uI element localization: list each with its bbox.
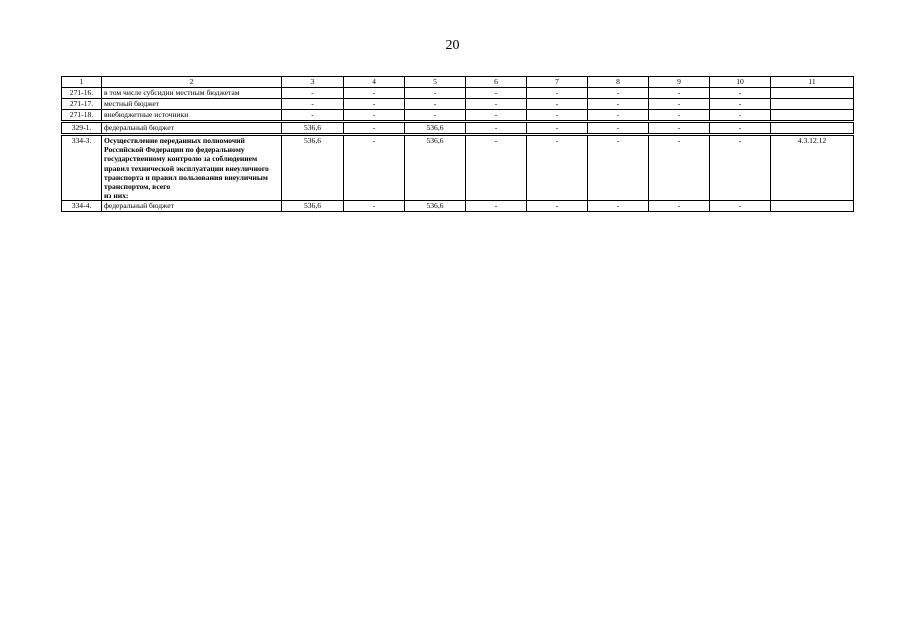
row-label-text: Осуществление переданных полномочий Российской Федерации по федеральному государственному контролю за соблюдением правил технической эксплуатации внеуличного транспорта и правил пользования внеуличным транспортом, всего <box>104 136 269 192</box>
row-label: федеральный бюджет <box>102 201 282 212</box>
table-cell <box>771 99 854 110</box>
table-cell: - <box>710 88 771 99</box>
table-cell: - <box>588 135 649 201</box>
table-row <box>62 110 854 122</box>
table-cell: 536,6 <box>405 135 466 201</box>
table-cell: 536,6 <box>405 201 466 212</box>
column-header: 3 <box>282 77 344 88</box>
row-number: 271-16. <box>62 88 102 99</box>
table-cell: - <box>588 99 649 110</box>
table-cell: - <box>405 110 466 122</box>
table-cell: - <box>405 88 466 99</box>
table-cell: - <box>466 135 527 201</box>
table-cell: - <box>405 99 466 110</box>
row-label <box>102 135 282 201</box>
table-cell: - <box>710 110 771 122</box>
table-cell: - <box>710 135 771 201</box>
row-number: 271-17. <box>62 99 102 110</box>
page-number: 20 <box>445 38 460 53</box>
table-cell <box>771 88 854 99</box>
table-row <box>62 88 854 99</box>
table-cell: - <box>649 99 710 110</box>
table-header-row <box>62 77 854 88</box>
column-header: 9 <box>649 77 710 88</box>
table-cell: - <box>649 122 710 135</box>
column-header: 7 <box>527 77 588 88</box>
table-cell: - <box>649 88 710 99</box>
table-cell: - <box>527 110 588 122</box>
table-cell: - <box>344 201 405 212</box>
row-number: 271-18. <box>62 110 102 122</box>
table-cell: - <box>466 110 527 122</box>
column-header: 5 <box>405 77 466 88</box>
table-row <box>62 201 854 212</box>
table-cell <box>771 122 854 135</box>
column-header: 1 <box>62 77 102 88</box>
column-header: 6 <box>466 77 527 88</box>
table-cell: - <box>588 110 649 122</box>
row-label: внебюджетные источники <box>102 110 282 122</box>
column-header: 8 <box>588 77 649 88</box>
table-cell: - <box>710 201 771 212</box>
table-cell: - <box>527 99 588 110</box>
table-cell: - <box>527 122 588 135</box>
table-cell: - <box>710 122 771 135</box>
table-cell: - <box>466 201 527 212</box>
column-header: 10 <box>710 77 771 88</box>
table-cell: 4.3.12.12 <box>771 135 854 201</box>
row-number: 334-4. <box>62 201 102 212</box>
table-cell: - <box>588 201 649 212</box>
table-cell: - <box>466 122 527 135</box>
table-cell: - <box>588 88 649 99</box>
row-label: местный бюджет <box>102 99 282 110</box>
table-cell: 536,6 <box>405 122 466 135</box>
row-label: федеральный бюджет <box>102 122 282 135</box>
table-cell: - <box>344 135 405 201</box>
table-cell: - <box>527 201 588 212</box>
row-subnote: из них: <box>104 191 129 201</box>
table-cell: - <box>344 110 405 122</box>
table-cell: 536,6 <box>282 135 344 201</box>
table-cell: - <box>344 99 405 110</box>
table-cell <box>771 110 854 122</box>
table-cell: - <box>282 99 344 110</box>
row-number: 334-3. <box>62 135 102 201</box>
column-header: 11 <box>771 77 854 88</box>
column-header: 2 <box>102 77 282 88</box>
column-header: 4 <box>344 77 405 88</box>
row-label: в том числе субсидии местным бюджетам <box>102 88 282 99</box>
table-cell: 536,6 <box>282 122 344 135</box>
table-cell: - <box>527 88 588 99</box>
table-row <box>62 99 854 110</box>
table-cell: - <box>282 88 344 99</box>
table-cell <box>771 201 854 212</box>
table-cell: - <box>466 99 527 110</box>
table-cell: - <box>588 122 649 135</box>
table-cell: - <box>344 122 405 135</box>
table-cell: 536,6 <box>282 201 344 212</box>
table-cell: - <box>649 110 710 122</box>
table-cell: - <box>649 201 710 212</box>
table-cell: - <box>466 88 527 99</box>
row-number: 329-1. <box>62 122 102 135</box>
table-cell: - <box>282 110 344 122</box>
table-cell: - <box>344 88 405 99</box>
table-cell: - <box>649 135 710 201</box>
table-cell: - <box>527 135 588 201</box>
table-row <box>62 135 854 201</box>
budget-table <box>61 76 854 212</box>
table-cell: - <box>710 99 771 110</box>
table-row <box>62 122 854 135</box>
